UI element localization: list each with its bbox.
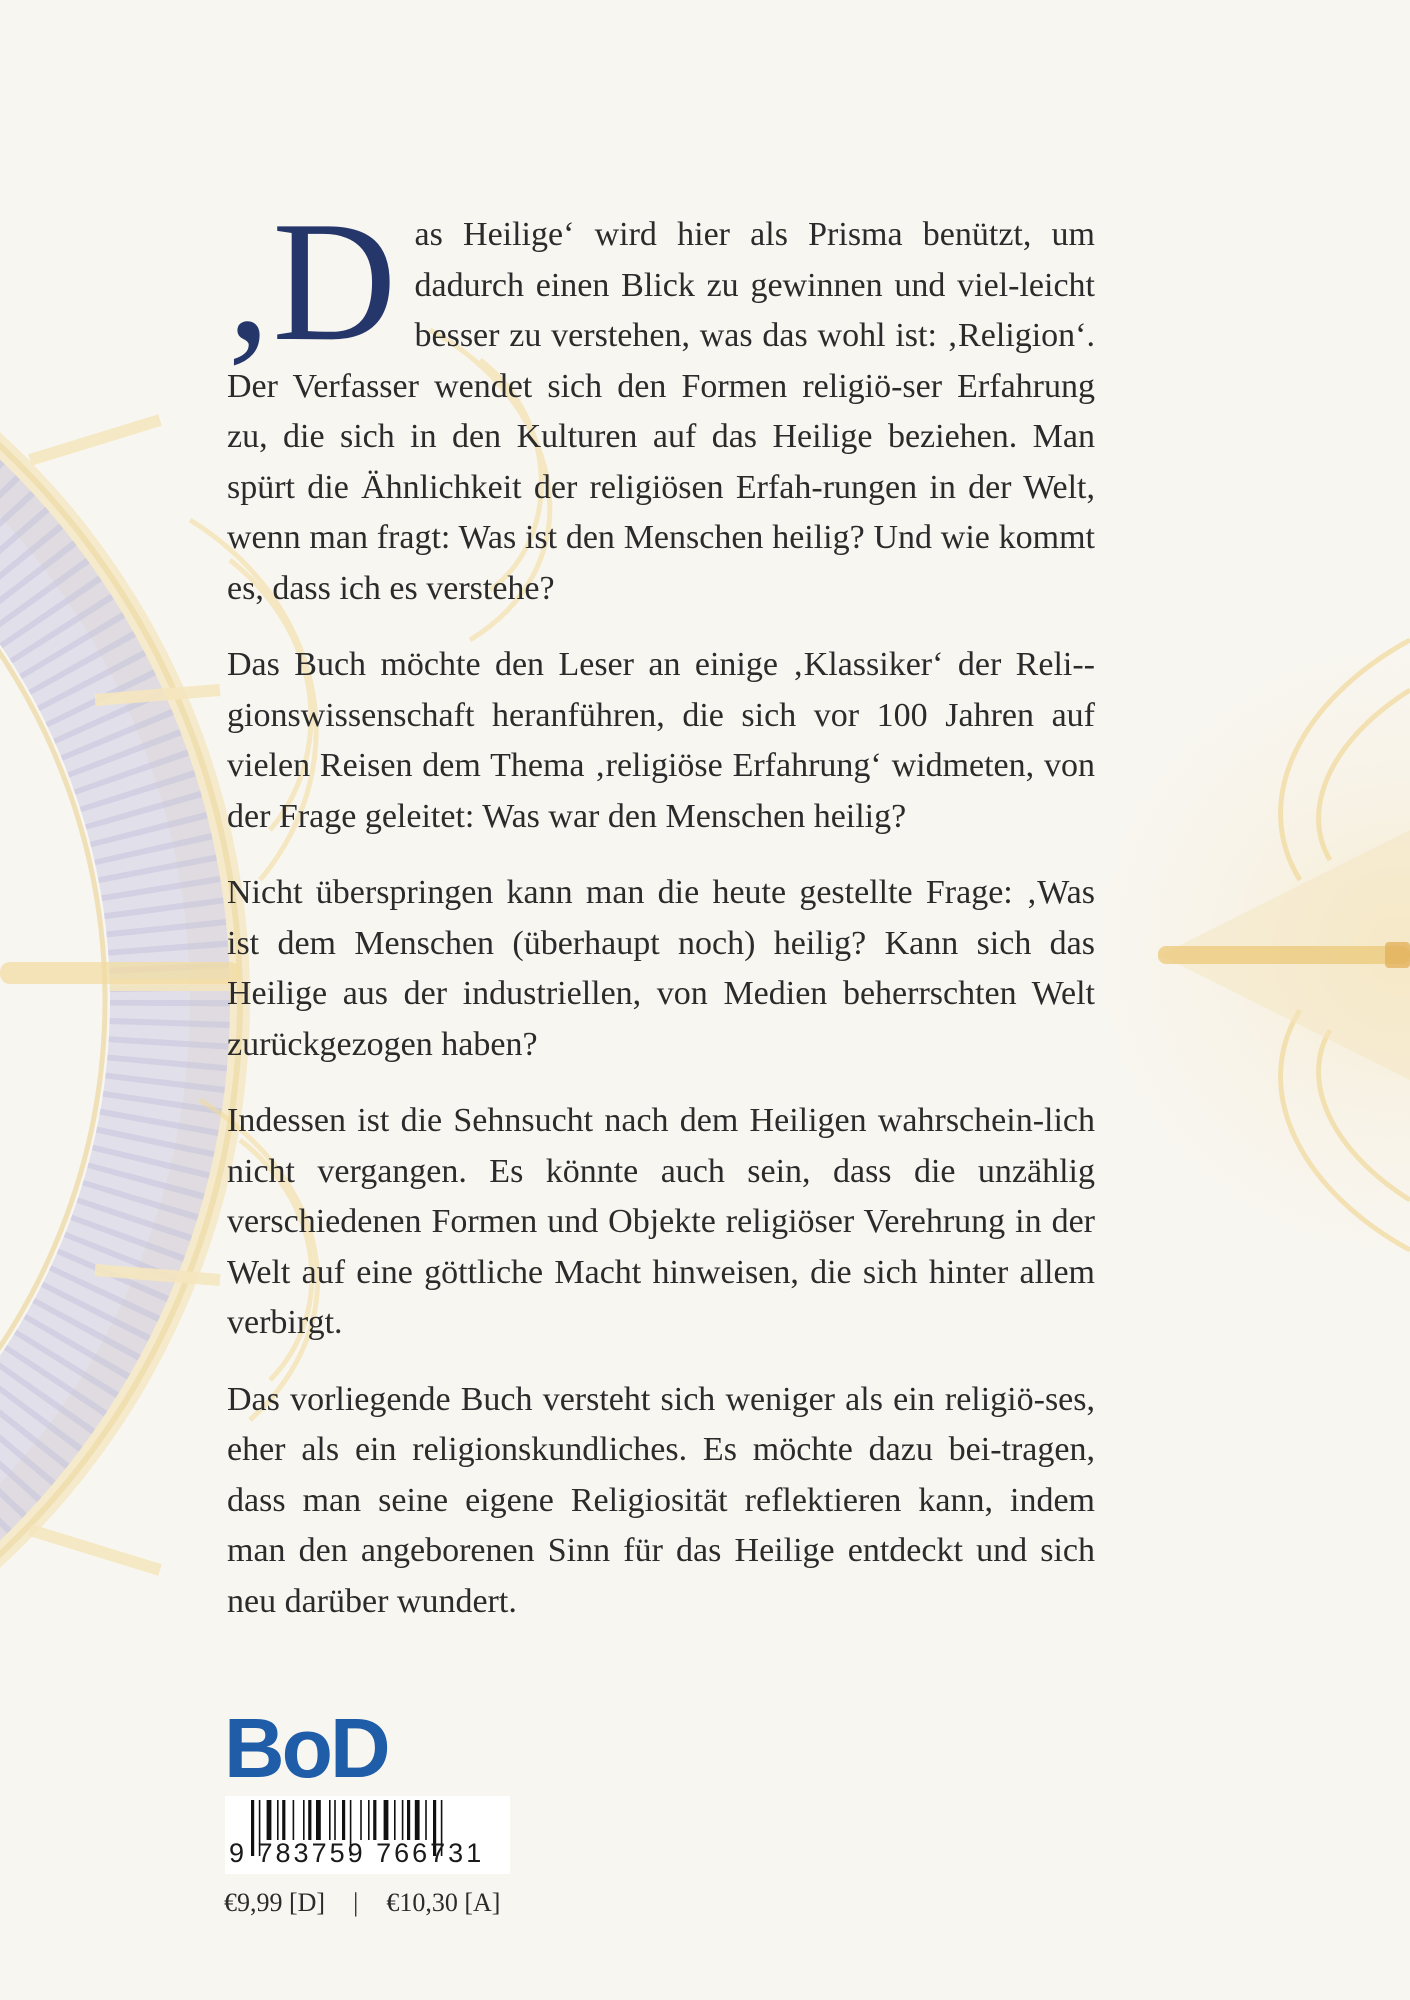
barcode-bar	[303, 1800, 305, 1840]
isbn-barcode	[225, 1796, 510, 1874]
barcode-bar	[394, 1800, 396, 1840]
barcode-bar	[329, 1800, 331, 1840]
barcode-bar	[308, 1800, 311, 1840]
barcode-bar	[368, 1800, 370, 1840]
barcode-bar	[402, 1800, 404, 1840]
back-cover-blurb	[219, 187, 1095, 1653]
barcode-bar	[293, 1800, 295, 1840]
barcode-bar	[373, 1800, 376, 1840]
barcode-bar	[407, 1800, 410, 1840]
blurb-paragraph-5: Das vorliegende Buch versteht sich weniger als ein religiö-ses, eher als ein religionskundliches. Es möchte dazu bei-tragen, dass man seine eigene Religiosität reflektieren kann, indem man den angeborenen Sinn für das Heilige entdeckt und sich neu darüber wundert.	[227, 1380, 1095, 1620]
blurb-paragraph-2: Das Buch möchte den Leser an einige ‚Klassiker‘ der Reli-gionswissenschaft heranführen, die sich vor 100 Jahren auf vielen Reisen dem Thema ‚religiöse Erfahrung‘ widmeten, von der Frage geleitet: Was war den Menschen heilig?	[227, 646, 1095, 835]
barcode-bar	[342, 1800, 345, 1840]
price-separator: |	[353, 1888, 359, 1917]
blurb-paragraph-1-text: as Heilige‘ wird hier als Prisma benützt, um dadurch einen Blick zu gewinnen und viel-leicht besser zu verstehen, was das wohl ist: ‚Religion‘. Der Verfasser wendet sich den Formen religiö-ser Erfahrung zu, die sich in den Kulturen auf das Heilige beziehen. Man spürt die Ähnlichkeit der religiösen Erfah-rungen in der Welt, wenn man fragt: Was ist den Menschen heilig? Und wie kommt es, dass ich es verstehe?	[227, 216, 1095, 607]
barcode-bar	[334, 1800, 336, 1840]
barcode-bar	[415, 1800, 420, 1840]
blurb-paragraph-1	[219, 187, 1095, 614]
publisher-logo: BoD	[224, 1701, 388, 1795]
barcode-bar	[384, 1800, 389, 1840]
barcode-bar	[267, 1800, 272, 1840]
barcode-bar	[282, 1800, 285, 1840]
blurb-paragraph-4: Indessen ist die Sehnsucht nach dem Heiligen wahrschein-lich nicht vergangen. Es könnte auch sein, dass die unzählig verschiedenen Formen und Objekte religiöser Verehrung in der Welt auf eine göttliche Macht hinweisen, die sich hinter allem verbirgt.	[227, 1102, 1095, 1341]
price-austria: €10,30 [A]	[386, 1888, 501, 1917]
barcode-bar	[316, 1800, 321, 1840]
blurb-paragraph-3: Nicht überspringen kann man die heute gestellte Frage: ‚Was ist dem Menschen (überhaupt noch) heilig? Kann sich das Heilige aus der industriellen, von Medien beherrschten Welt zurückgezogen haben?	[227, 874, 1095, 1063]
barcode-bar	[277, 1800, 279, 1840]
barcode-bar	[360, 1800, 362, 1840]
price-line	[224, 1888, 500, 1918]
drop-cap: ‚D	[219, 187, 393, 377]
price-germany: €9,99 [D]	[224, 1888, 326, 1917]
barcode-bar	[425, 1800, 427, 1840]
barcode-digits: 9 783759 766731	[229, 1838, 485, 1868]
